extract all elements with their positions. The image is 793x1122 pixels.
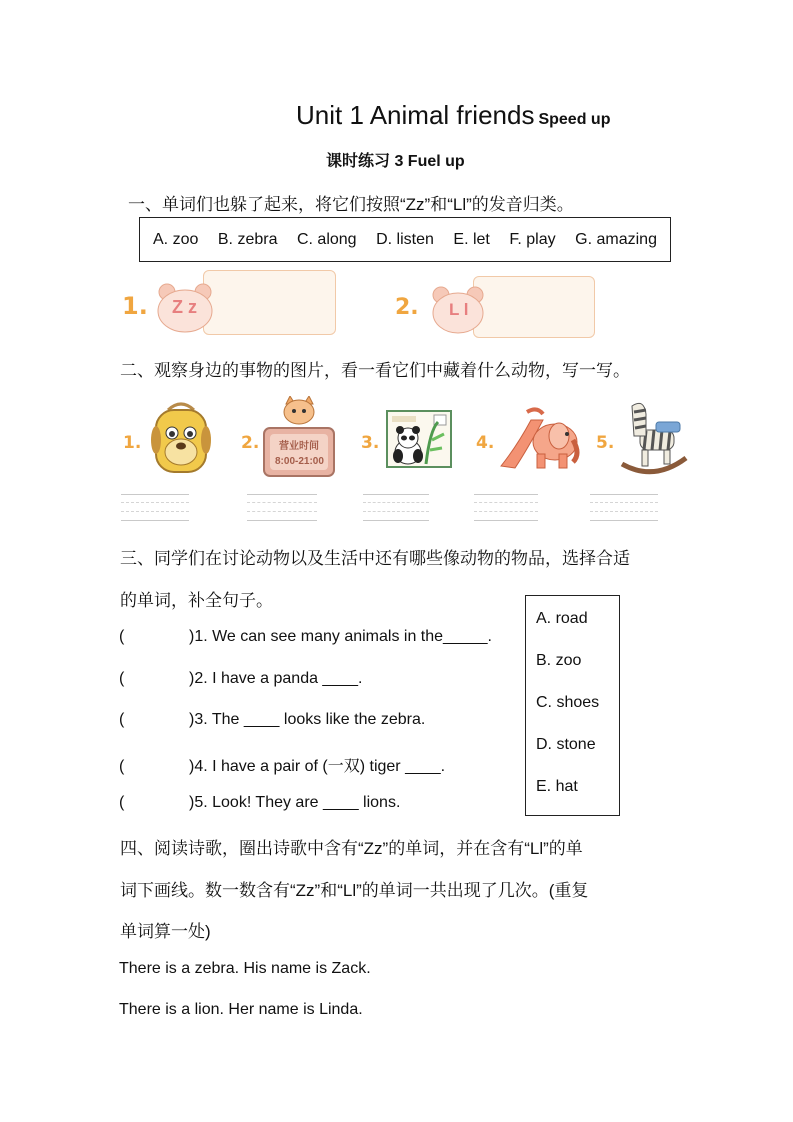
section1-instruction: 一、单词们也躲了起来，将它们按照“Zz”和“Ll”的发音归类。 — [128, 195, 574, 214]
page-title — [296, 100, 610, 131]
answer-lines[interactable] — [590, 494, 658, 528]
sign-time: 8:00-21:00 — [275, 456, 324, 467]
word-option: A. zoo — [153, 230, 199, 248]
answer-paren[interactable]: ( — [119, 670, 125, 687]
poem-line: There is a zebra. His name is Zack. — [119, 960, 371, 977]
question-text: )3. The ____ looks like the zebra. — [189, 711, 426, 728]
option-item: D. stone — [536, 736, 596, 753]
answer-paren[interactable]: ( — [119, 794, 125, 811]
question-text: )4. I have a pair of (一双) tiger ____. — [189, 758, 446, 775]
word-option: C. along — [296, 230, 357, 248]
backpack-icon — [150, 400, 212, 478]
question-row — [119, 794, 400, 812]
elephant-slide-icon — [497, 406, 581, 472]
panda-stamp-icon — [386, 410, 452, 468]
answer-lines[interactable] — [121, 494, 189, 528]
title-suffix: Speed up — [538, 111, 611, 128]
word-bank — [139, 217, 671, 262]
answer-lines[interactable] — [247, 494, 317, 528]
word-option: G. amazing — [575, 230, 657, 248]
title-main: Unit 1 Animal friends — [296, 100, 535, 130]
question-text: )1. We can see many animals in the_____. — [189, 628, 492, 645]
item4-number: 4. — [476, 433, 495, 453]
option-item: B. zoo — [536, 652, 582, 669]
section2-instruction: 二、观察身边的事物的图片，看一看它们中藏着什么动物，写一写。 — [120, 361, 630, 380]
question-row — [119, 753, 445, 776]
section4-instruction-line2: 词下画线。数一数含有“Zz”和“Ll”的单词一共出现了几次。(重复 — [120, 881, 589, 900]
item2-number: 2. — [241, 433, 260, 453]
question-row — [119, 670, 362, 688]
question-text: )5. Look! They are ____ lions. — [189, 794, 401, 811]
options-box — [525, 595, 620, 816]
group1-number: 1. — [122, 292, 148, 320]
zebra-rocker-icon — [618, 398, 690, 478]
question-text: )2. I have a panda ____. — [189, 670, 363, 687]
item1-number: 1. — [123, 433, 142, 453]
word-option: E. let — [453, 230, 490, 248]
word-option: F. play — [509, 230, 556, 248]
answer-paren[interactable]: ( — [119, 711, 125, 728]
page-subtitle: 课时练习 3 Fuel up — [326, 153, 465, 170]
answer-paren[interactable]: ( — [119, 758, 125, 775]
word-option: D. listen — [376, 230, 434, 248]
question-row — [119, 711, 425, 729]
answer-lines[interactable] — [363, 494, 429, 528]
group2-number: 2. — [395, 295, 419, 320]
section4-instruction-line1: 四、阅读诗歌，圈出诗歌中含有“Zz”的单词，并在含有“Ll”的单 — [120, 839, 583, 858]
item3-number: 3. — [361, 433, 380, 453]
section3-instruction-line1: 三、同学们在讨论动物以及生活中还有哪些像动物的物品，选择合适 — [120, 549, 630, 568]
answer-paren[interactable]: ( — [119, 628, 125, 645]
sign-title: 营业时间 — [279, 441, 319, 452]
option-item: C. shoes — [536, 694, 600, 711]
section4-instruction-line3: 单词算一处) — [120, 922, 211, 941]
group2-badge-text: L l — [449, 300, 469, 319]
section3-instruction-line2: 的单词，补全句子。 — [120, 591, 273, 610]
option-item: A. road — [536, 610, 588, 627]
word-option: B. zebra — [217, 230, 278, 248]
answer-lines[interactable] — [474, 494, 538, 528]
option-item: E. hat — [536, 778, 578, 795]
group1-badge-text: Z z — [172, 297, 197, 317]
item5-number: 5. — [596, 433, 615, 453]
poem-line: There is a lion. Her name is Linda. — [119, 1001, 363, 1018]
group2-answer-box[interactable] — [473, 276, 595, 338]
group1-answer-box[interactable] — [203, 270, 336, 335]
question-row — [119, 628, 492, 646]
